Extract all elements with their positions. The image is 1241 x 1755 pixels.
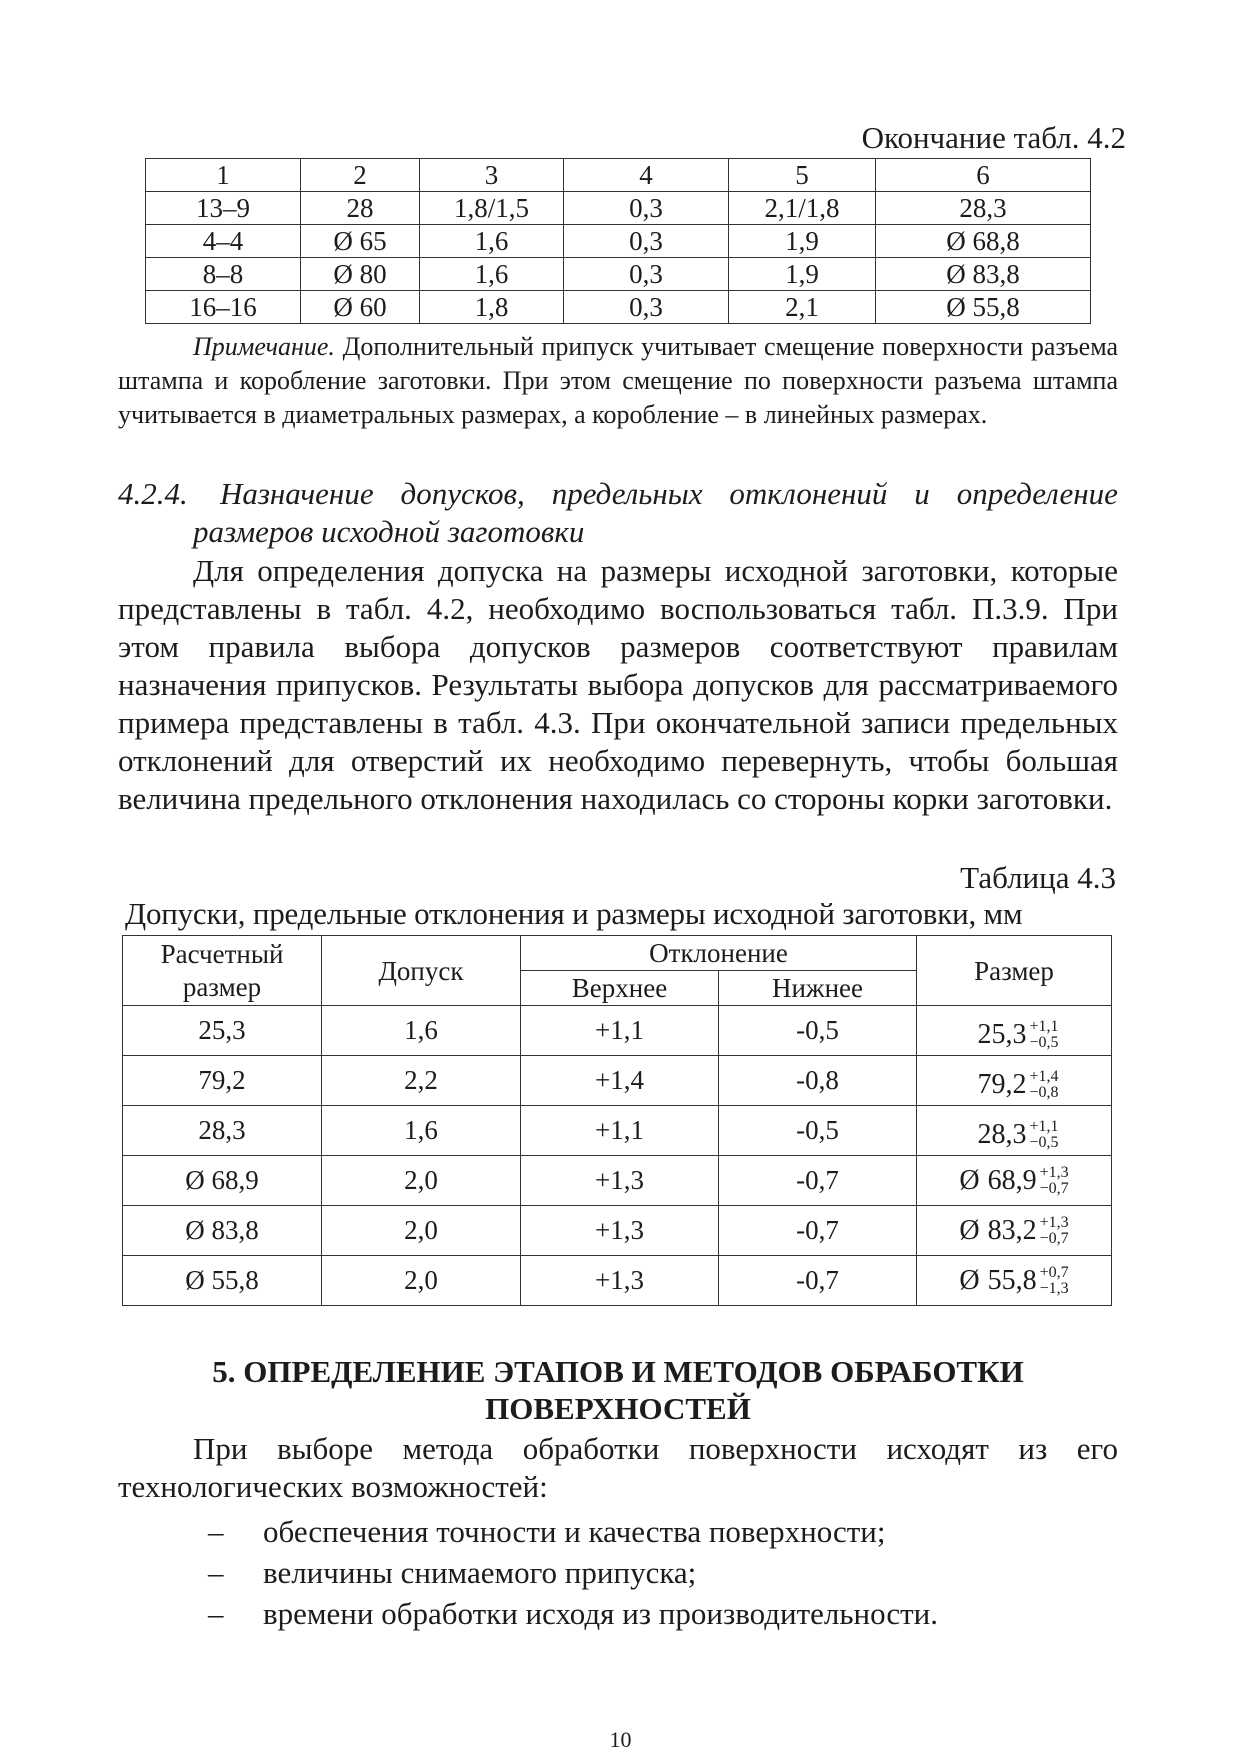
table-cell: 16–16	[146, 291, 301, 324]
list-item	[118, 1552, 1118, 1593]
lower-tolerance: −0,5	[1029, 1133, 1059, 1151]
paragraph-text: При выборе метода обработки поверхности исходят из его технологических возможностей:	[118, 1431, 1118, 1504]
table-cell: 1,8	[420, 291, 564, 324]
table-cell: Ø 55,8	[123, 1256, 322, 1306]
section-heading-line-2: размеров исходной заготовки	[193, 514, 585, 549]
table-cell: 4–4	[146, 225, 301, 258]
section-heading-line-1	[118, 475, 1118, 513]
list-item-text: величины снимаемого припуска;	[263, 1555, 697, 1590]
table-cell: 0,3	[564, 291, 729, 324]
bullet-list	[118, 1511, 1118, 1634]
table-header-row	[146, 159, 1091, 192]
list-item-text: времени обработки исходя из производительности.	[263, 1596, 939, 1631]
table-cell: 5	[729, 159, 876, 192]
table-cell: 1,6	[322, 1006, 521, 1056]
section-paragraph	[118, 552, 1118, 818]
section-number: 4.2.4.	[118, 476, 188, 511]
heading-word: предельных	[551, 476, 703, 511]
heading-word: допусков,	[400, 476, 525, 511]
table-cell: -0,5	[719, 1106, 917, 1156]
dash-bullet: –	[208, 1555, 224, 1590]
table-cell: 2,2	[322, 1056, 521, 1106]
table-cell: 1,6	[420, 258, 564, 291]
table-cell: +1,3	[521, 1206, 719, 1256]
page-number: 10	[609, 1727, 632, 1752]
table-cell: -0,8	[719, 1056, 917, 1106]
table-cell: Ø 65	[301, 225, 420, 258]
table-cell: 0,3	[564, 192, 729, 225]
table-cell: 2,0	[322, 1256, 521, 1306]
table-cell: 13–9	[146, 192, 301, 225]
table-cell: -0,7	[719, 1156, 917, 1206]
diameter-symbol: Ø	[959, 1214, 980, 1246]
chapter-heading-line-2: ПОВЕРХНОСТЕЙ	[485, 1391, 751, 1426]
size-cell	[917, 1256, 1112, 1306]
table-cell: 6	[876, 159, 1091, 192]
list-item	[118, 1593, 1118, 1634]
table-cell: 8–8	[146, 258, 301, 291]
table-cell: 1,6	[322, 1106, 521, 1156]
lower-tolerance: −0,7	[1039, 1229, 1069, 1247]
table-cell: 1,9	[729, 258, 876, 291]
table-cell: 28	[301, 192, 420, 225]
list-item-text: обеспечения точности и качества поверхности;	[263, 1514, 886, 1549]
size-cell	[917, 1156, 1112, 1206]
dash-bullet: –	[208, 1514, 224, 1549]
table-row	[123, 1156, 1112, 1206]
table-cell: 25,3	[123, 1006, 322, 1056]
heading-word: Назначение	[219, 476, 374, 511]
table-cell: Ø 68,8	[876, 225, 1091, 258]
chapter-heading-line-1: 5. ОПРЕДЕЛЕНИЕ ЭТАПОВ И МЕТОДОВ ОБРАБОТКИ	[212, 1354, 1024, 1389]
size-value: 83,2	[987, 1214, 1037, 1246]
diameter-symbol: Ø	[959, 1264, 980, 1296]
list-item	[118, 1511, 1118, 1552]
table-row	[146, 225, 1091, 258]
upper-tolerance: +1,1	[1029, 1017, 1059, 1035]
size-cell	[917, 1206, 1112, 1256]
table-cell: 2,0	[322, 1206, 521, 1256]
table-row	[123, 1206, 1112, 1256]
header-upper: Верхнее	[521, 971, 719, 1006]
table-4-3-title: Допуски, предельные отклонения и размеры исходной заготовки, мм	[125, 896, 1023, 931]
heading-word: определение	[956, 476, 1118, 511]
table-row	[123, 1106, 1112, 1156]
table-cell: 79,2	[123, 1056, 322, 1106]
size-value: 25,3	[977, 1018, 1027, 1050]
size-value: 79,2	[977, 1068, 1027, 1100]
section-heading	[118, 475, 1118, 551]
table-4-2	[145, 158, 1091, 324]
upper-tolerance: +1,3	[1039, 1213, 1069, 1231]
table-cell: 2,1/1,8	[729, 192, 876, 225]
size-value: 28,3	[977, 1118, 1027, 1150]
lower-tolerance: −0,8	[1029, 1083, 1059, 1101]
paragraph-text: Для определения допуска на размеры исходной заготовки, которые представлены в табл. 4.2, необходимо воспользоваться табл. П.3.9. При этом правила выбора допусков размеров соответствуют правилам назначения припусков. Результаты выбора допусков для рассматриваемого примера представлены в табл. 4.3. При окончательной записи предельных отклонений для отверстий их необходимо перевернуть, чтобы большая величина предельного отклонения находилась со стороны корки заготовки.	[118, 553, 1118, 816]
lower-tolerance: −1,3	[1039, 1279, 1069, 1297]
table-cell: 28,3	[876, 192, 1091, 225]
table-cell: 0,3	[564, 225, 729, 258]
table-cell: Ø 83,8	[876, 258, 1091, 291]
dash-bullet: –	[208, 1596, 224, 1631]
header-size: Размер	[917, 936, 1112, 1006]
table-header-row	[123, 936, 1112, 971]
table-row	[146, 258, 1091, 291]
size-cell	[917, 1056, 1112, 1106]
table-4-3	[122, 935, 1112, 1306]
table-cell: 1,8/1,5	[420, 192, 564, 225]
chapter-heading	[118, 1353, 1118, 1427]
table-row	[146, 291, 1091, 324]
upper-tolerance: +1,1	[1029, 1117, 1059, 1135]
table-cell: 28,3	[123, 1106, 322, 1156]
table-cell: -0,7	[719, 1256, 917, 1306]
table-cell: 4	[564, 159, 729, 192]
table-cell: 2	[301, 159, 420, 192]
upper-tolerance: +0,7	[1039, 1263, 1069, 1281]
table-row	[123, 1056, 1112, 1106]
table-cell: +1,1	[521, 1106, 719, 1156]
table-cell: 1,6	[420, 225, 564, 258]
table-cell: +1,3	[521, 1256, 719, 1306]
table-cell: 1,9	[729, 225, 876, 258]
table-cell: 3	[420, 159, 564, 192]
table-row	[123, 1006, 1112, 1056]
size-value: 68,9	[987, 1164, 1037, 1196]
header-calc-size: Расчетный размер	[123, 936, 322, 1006]
lower-tolerance: −0,5	[1029, 1033, 1059, 1051]
table-cell: Ø 60	[301, 291, 420, 324]
chapter-paragraph	[118, 1430, 1118, 1506]
diameter-symbol: Ø	[959, 1164, 980, 1196]
heading-word: и	[914, 476, 930, 511]
table-row	[146, 192, 1091, 225]
table-cell: +1,1	[521, 1006, 719, 1056]
table-cell: 0,3	[564, 258, 729, 291]
table-cell: 1	[146, 159, 301, 192]
table-4-2-caption: Окончание табл. 4.2	[861, 120, 1126, 155]
note-text: Дополнительный припуск учитывает смещение поверхности разъема штампа и коробление заготовки. При этом смещение по поверхности разъема штампа учитывается в диаметральных размерах, а коробление – в линейных размерах.	[118, 332, 1119, 429]
table-cell: -0,7	[719, 1206, 917, 1256]
table-cell: Ø 80	[301, 258, 420, 291]
header-deviation: Отклонение	[521, 936, 917, 971]
size-cell	[917, 1006, 1112, 1056]
lower-tolerance: −0,7	[1039, 1179, 1069, 1197]
upper-tolerance: +1,3	[1039, 1163, 1069, 1181]
table-row	[123, 1256, 1112, 1306]
table-note	[118, 330, 1118, 432]
upper-tolerance: +1,4	[1029, 1067, 1059, 1085]
table-cell: -0,5	[719, 1006, 917, 1056]
table-4-3-number: Таблица 4.3	[960, 860, 1116, 895]
note-label: Примечание.	[193, 332, 335, 361]
table-cell: +1,3	[521, 1156, 719, 1206]
table-cell: Ø 83,8	[123, 1206, 322, 1256]
table-cell: 2,1	[729, 291, 876, 324]
heading-word: отклонений	[729, 476, 888, 511]
size-cell	[917, 1106, 1112, 1156]
table-cell: Ø 55,8	[876, 291, 1091, 324]
header-tolerance: Допуск	[322, 936, 521, 1006]
table-cell: 2,0	[322, 1156, 521, 1206]
header-lower: Нижнее	[719, 971, 917, 1006]
table-cell: +1,4	[521, 1056, 719, 1106]
table-cell: Ø 68,9	[123, 1156, 322, 1206]
size-value: 55,8	[987, 1264, 1037, 1296]
